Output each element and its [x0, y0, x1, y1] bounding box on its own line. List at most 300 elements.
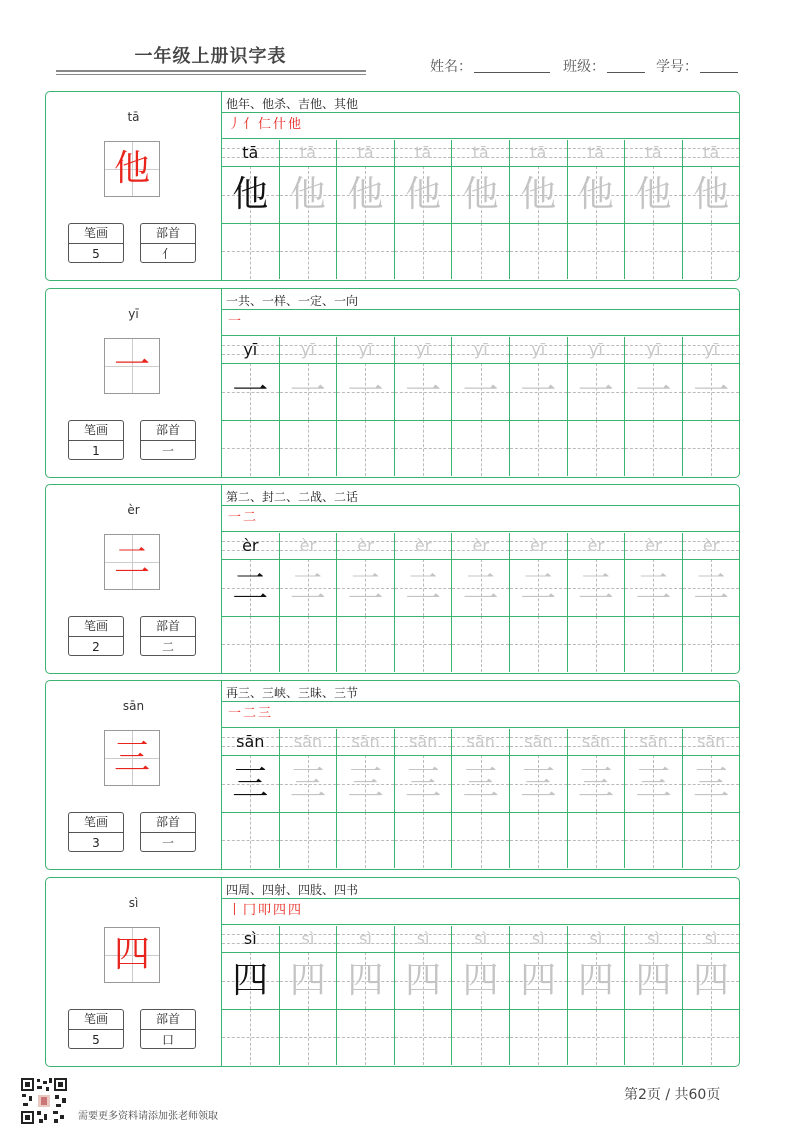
stroke-count-label: 笔画	[69, 421, 123, 441]
character-cell[interactable]	[222, 166, 280, 223]
pinyin-trace: sān	[351, 732, 380, 751]
character-cell[interactable]	[280, 755, 338, 812]
card-pinyin: yī	[128, 307, 139, 321]
character-card	[45, 91, 740, 281]
pinyin-cell[interactable]	[510, 140, 568, 166]
radical-value: 亻	[161, 247, 174, 261]
character-box	[104, 141, 160, 197]
character-cell[interactable]	[452, 952, 510, 1009]
radical-box	[140, 420, 196, 460]
character-trace: 三	[232, 763, 269, 804]
practice-area	[222, 681, 740, 869]
number-label: 学号：	[656, 59, 698, 75]
radical-box	[140, 1009, 196, 1049]
character-trace: 四	[462, 960, 499, 1001]
character-trace: 他	[347, 174, 384, 215]
character-cell[interactable]	[395, 755, 453, 812]
blank-practice-cell[interactable]	[683, 223, 740, 279]
character-box	[104, 927, 160, 983]
pinyin-trace: tā	[645, 143, 662, 162]
pinyin-trace: tā	[357, 143, 374, 162]
blank-practice-cell[interactable]	[395, 223, 453, 279]
pinyin-cell[interactable]	[510, 729, 568, 755]
character-trace: 一	[289, 371, 326, 412]
pinyin-cell[interactable]	[280, 140, 338, 166]
character-cell[interactable]	[452, 166, 510, 223]
character-trace: 他	[577, 174, 614, 215]
character-cell[interactable]	[510, 952, 568, 1009]
stroke-order: 一二	[228, 510, 259, 525]
card-character: 三	[113, 737, 150, 778]
character-trace: 一	[693, 371, 730, 412]
blank-practice-cell[interactable]	[625, 812, 683, 868]
blank-practice-cell[interactable]	[337, 1009, 395, 1065]
grid-line	[222, 559, 740, 560]
radical-box	[140, 616, 196, 656]
blank-practice-cell[interactable]	[452, 420, 510, 476]
blank-practice-cell[interactable]	[683, 420, 740, 476]
blank-practice-cell[interactable]	[510, 616, 568, 672]
character-cell[interactable]	[625, 559, 683, 616]
pinyin-cell[interactable]	[222, 140, 280, 166]
character-trace: 二	[232, 567, 269, 608]
pinyin-cell[interactable]	[222, 729, 280, 755]
number-field[interactable]	[656, 56, 738, 76]
character-trace: 二	[693, 567, 730, 608]
grid-line	[222, 420, 740, 421]
practice-grid	[222, 926, 740, 1066]
grid-line	[222, 812, 740, 813]
stroke-order: 丿亻仁什他	[228, 117, 304, 132]
pinyin-cell[interactable]	[280, 926, 338, 952]
pinyin-trace: yī	[531, 340, 546, 359]
footer-note: 需要更多资料请添加张老师领取	[78, 1111, 218, 1122]
radical-label: 部首	[141, 224, 195, 244]
pinyin-cell[interactable]	[568, 140, 626, 166]
pinyin-trace: sān	[408, 732, 438, 751]
character-cell[interactable]	[337, 559, 395, 616]
character-cell[interactable]	[683, 363, 740, 420]
character-trace: 四	[635, 960, 672, 1001]
title-underline	[56, 70, 366, 72]
pinyin-cell[interactable]	[280, 337, 338, 363]
blank-practice-cell[interactable]	[452, 1009, 510, 1065]
character-trace: 他	[635, 174, 672, 215]
pinyin-cell[interactable]	[280, 729, 338, 755]
example-words: 四周、四射、四肢、四书	[226, 883, 359, 897]
divider	[222, 701, 740, 702]
pinyin-trace: èr	[645, 536, 662, 555]
pinyin-cell[interactable]	[222, 337, 280, 363]
character-cell[interactable]	[683, 755, 740, 812]
divider	[222, 138, 740, 139]
blank-practice-cell[interactable]	[452, 223, 510, 279]
stroke-order: 丨冂叩四四	[228, 903, 304, 918]
pinyin-cell[interactable]	[683, 926, 740, 952]
character-trace: 一	[232, 371, 269, 412]
pinyin-trace: èr	[414, 536, 432, 555]
card-pinyin: tā	[127, 110, 140, 124]
pinyin-trace: sān	[696, 732, 726, 751]
blank-practice-cell[interactable]	[337, 616, 395, 672]
character-trace: 他	[289, 174, 326, 215]
name-blank[interactable]	[474, 58, 550, 73]
character-trace: 一	[577, 371, 614, 412]
blank-practice-cell[interactable]	[568, 616, 626, 672]
character-cell[interactable]	[510, 559, 568, 616]
card-pinyin: èr	[127, 503, 140, 517]
character-trace: 二	[462, 567, 499, 608]
pinyin-cell[interactable]	[683, 337, 740, 363]
stroke-order: 一	[228, 314, 244, 329]
stroke-count-box	[68, 223, 124, 263]
character-cell[interactable]	[280, 559, 338, 616]
character-trace: 他	[405, 174, 442, 215]
pinyin-trace: sì	[416, 929, 430, 948]
character-cell[interactable]	[222, 952, 280, 1009]
blank-practice-cell[interactable]	[280, 616, 338, 672]
pinyin-trace: sān	[236, 732, 265, 751]
pinyin-trace: èr	[530, 536, 547, 555]
character-trace: 一	[635, 371, 672, 412]
pinyin-cell[interactable]	[510, 533, 568, 559]
example-words: 第二、封二、二战、二话	[226, 490, 359, 504]
number-blank[interactable]	[700, 58, 738, 73]
pinyin-trace: tā	[472, 143, 489, 162]
name-label: 姓名：	[430, 59, 472, 75]
character-cell[interactable]	[510, 755, 568, 812]
stroke-count-value: 3	[92, 836, 100, 850]
blank-practice-cell[interactable]	[337, 812, 395, 868]
character-cell[interactable]	[280, 952, 338, 1009]
character-card	[45, 680, 740, 870]
character-cell[interactable]	[568, 755, 626, 812]
pinyin-cell[interactable]	[452, 337, 510, 363]
character-trace: 他	[232, 174, 269, 215]
character-trace: 二	[635, 567, 672, 608]
grid-line	[222, 616, 740, 617]
pinyin-trace: èr	[472, 536, 489, 555]
character-trace: 四	[347, 960, 384, 1001]
character-cell[interactable]	[568, 559, 626, 616]
radical-label: 部首	[141, 813, 195, 833]
character-cell[interactable]	[625, 755, 683, 812]
card-character: 二	[113, 541, 150, 582]
pinyin-cell[interactable]	[395, 533, 453, 559]
blank-practice-cell[interactable]	[683, 616, 740, 672]
character-box	[104, 730, 160, 786]
stroke-count-box	[68, 616, 124, 656]
pinyin-trace: yī	[473, 340, 488, 359]
character-trace: 四	[405, 960, 442, 1001]
character-cell[interactable]	[452, 559, 510, 616]
card-character: 四	[113, 934, 150, 975]
radical-value: 一	[161, 444, 174, 458]
grid-line	[222, 166, 740, 167]
blank-practice-cell[interactable]	[337, 223, 395, 279]
title-underline-thin	[56, 74, 366, 75]
character-trace: 他	[462, 174, 499, 215]
pinyin-cell[interactable]	[222, 926, 280, 952]
blank-practice-cell[interactable]	[625, 420, 683, 476]
character-cell[interactable]	[683, 166, 740, 223]
pinyin-trace: tā	[242, 143, 259, 162]
character-cell[interactable]	[568, 166, 626, 223]
character-trace: 他	[693, 174, 730, 215]
pinyin-trace: èr	[587, 536, 605, 555]
character-cell[interactable]	[395, 952, 453, 1009]
class-field[interactable]	[563, 56, 645, 76]
character-trace: 三	[520, 763, 557, 804]
pinyin-trace: tā	[703, 143, 720, 162]
character-trace: 三	[635, 763, 672, 804]
blank-practice-cell[interactable]	[625, 1009, 683, 1065]
character-trace: 四	[232, 960, 269, 1001]
name-field[interactable]	[430, 56, 550, 76]
pinyin-cell[interactable]	[280, 533, 338, 559]
pinyin-cell[interactable]	[683, 140, 740, 166]
character-cell[interactable]	[337, 166, 395, 223]
class-blank[interactable]	[607, 58, 645, 73]
pinyin-cell[interactable]	[452, 140, 510, 166]
pinyin-cell[interactable]	[452, 729, 510, 755]
pinyin-trace: èr	[299, 536, 317, 555]
character-trace: 四	[693, 960, 730, 1001]
stroke-count-label: 笔画	[69, 1010, 123, 1030]
grid-line	[222, 363, 740, 364]
radical-value: 一	[161, 836, 174, 850]
pinyin-cell[interactable]	[510, 926, 568, 952]
grid-line	[222, 1009, 740, 1010]
divider	[222, 505, 740, 506]
divider	[222, 727, 740, 728]
radical-label: 部首	[141, 1010, 195, 1030]
stroke-count-value: 1	[92, 444, 100, 458]
pinyin-trace: sān	[524, 732, 553, 751]
blank-practice-cell[interactable]	[280, 420, 338, 476]
character-box	[104, 534, 160, 590]
pinyin-trace: sān	[581, 732, 611, 751]
pinyin-cell[interactable]	[452, 926, 510, 952]
card-pinyin: sān	[122, 699, 145, 713]
character-trace: 二	[405, 567, 442, 608]
card-summary	[46, 289, 222, 477]
pinyin-cell[interactable]	[395, 337, 453, 363]
character-trace: 三	[462, 763, 499, 804]
character-trace: 二	[520, 567, 557, 608]
grid-line	[222, 952, 740, 953]
stroke-count-box	[68, 812, 124, 852]
blank-practice-cell[interactable]	[683, 1009, 740, 1065]
character-trace: 二	[289, 567, 326, 608]
blank-practice-cell[interactable]	[452, 616, 510, 672]
blank-practice-cell[interactable]	[395, 420, 453, 476]
character-cell[interactable]	[683, 559, 740, 616]
pinyin-cell[interactable]	[395, 140, 453, 166]
character-card	[45, 288, 740, 478]
character-card	[45, 484, 740, 674]
blank-practice-cell[interactable]	[625, 616, 683, 672]
pinyin-cell[interactable]	[337, 337, 395, 363]
example-words: 再三、三峡、三昧、三节	[226, 686, 359, 700]
class-label: 班级：	[563, 59, 605, 75]
blank-practice-cell[interactable]	[222, 1009, 280, 1065]
blank-practice-cell[interactable]	[280, 223, 338, 279]
pinyin-cell[interactable]	[683, 729, 740, 755]
blank-practice-cell[interactable]	[222, 812, 280, 868]
character-cell[interactable]	[625, 363, 683, 420]
card-summary	[46, 681, 222, 869]
pinyin-trace: yī	[416, 340, 431, 359]
blank-practice-cell[interactable]	[395, 1009, 453, 1065]
pinyin-cell[interactable]	[337, 140, 395, 166]
blank-practice-cell[interactable]	[395, 616, 453, 672]
pinyin-cell[interactable]	[337, 729, 395, 755]
pinyin-cell[interactable]	[222, 533, 280, 559]
character-cell[interactable]	[510, 363, 568, 420]
character-cell[interactable]	[395, 559, 453, 616]
pinyin-trace: èr	[242, 536, 259, 555]
stroke-count-label: 笔画	[69, 813, 123, 833]
character-trace: 四	[577, 960, 614, 1001]
stroke-count-label: 笔画	[69, 224, 123, 244]
character-cell[interactable]	[568, 952, 626, 1009]
blank-practice-cell[interactable]	[280, 812, 338, 868]
grid-line	[222, 223, 740, 224]
pinyin-cell[interactable]	[625, 140, 683, 166]
character-cell[interactable]	[280, 363, 338, 420]
character-trace: 他	[520, 174, 557, 215]
character-cell[interactable]	[625, 166, 683, 223]
blank-practice-cell[interactable]	[280, 1009, 338, 1065]
character-cell[interactable]	[395, 363, 453, 420]
stroke-count-value: 2	[92, 640, 100, 654]
practice-area	[222, 289, 740, 477]
pinyin-cell[interactable]	[625, 729, 683, 755]
character-trace: 三	[289, 763, 326, 804]
blank-practice-cell[interactable]	[510, 420, 568, 476]
character-cell[interactable]	[337, 952, 395, 1009]
character-cell[interactable]	[337, 755, 395, 812]
character-cell[interactable]	[452, 755, 510, 812]
pinyin-trace: yī	[300, 340, 315, 359]
radical-box	[140, 812, 196, 852]
practice-grid	[222, 533, 740, 673]
blank-practice-cell[interactable]	[222, 223, 280, 279]
character-cell[interactable]	[222, 559, 280, 616]
character-cell[interactable]	[683, 952, 740, 1009]
stroke-count-value: 5	[92, 247, 100, 261]
character-trace: 二	[577, 567, 614, 608]
blank-practice-cell[interactable]	[222, 420, 280, 476]
page-title: 一年级上册识字表	[134, 46, 287, 67]
character-trace: 三	[577, 763, 614, 804]
blank-practice-cell[interactable]	[568, 223, 626, 279]
character-cell[interactable]	[625, 952, 683, 1009]
character-cell[interactable]	[222, 755, 280, 812]
practice-grid	[222, 337, 740, 477]
character-box	[104, 338, 160, 394]
pinyin-cell[interactable]	[510, 337, 568, 363]
pinyin-trace: tā	[415, 143, 432, 162]
card-summary	[46, 485, 222, 673]
pinyin-cell[interactable]	[395, 729, 453, 755]
pinyin-trace: sì	[243, 929, 257, 948]
blank-practice-cell[interactable]	[510, 223, 568, 279]
blank-practice-cell[interactable]	[510, 1009, 568, 1065]
pinyin-cell[interactable]	[625, 926, 683, 952]
practice-grid	[222, 140, 740, 280]
card-summary	[46, 92, 222, 280]
character-cell[interactable]	[280, 166, 338, 223]
stroke-count-label: 笔画	[69, 617, 123, 637]
character-trace: 二	[347, 567, 384, 608]
character-card	[45, 877, 740, 1067]
character-cell[interactable]	[510, 166, 568, 223]
pinyin-trace: sān	[293, 732, 323, 751]
qr-code	[20, 1077, 68, 1125]
pinyin-cell[interactable]	[683, 533, 740, 559]
radical-value: 口	[161, 1033, 174, 1047]
pinyin-trace: sān	[639, 732, 668, 751]
grid-line	[222, 755, 740, 756]
practice-area	[222, 878, 740, 1066]
pinyin-cell[interactable]	[568, 337, 626, 363]
blank-practice-cell[interactable]	[568, 1009, 626, 1065]
pinyin-cell[interactable]	[452, 533, 510, 559]
blank-practice-cell[interactable]	[395, 812, 453, 868]
blank-practice-cell[interactable]	[452, 812, 510, 868]
pinyin-trace: tā	[299, 143, 316, 162]
pinyin-trace: yī	[646, 340, 661, 359]
character-trace: 一	[405, 371, 442, 412]
stroke-order: 一二三	[228, 706, 274, 721]
pinyin-cell[interactable]	[568, 926, 626, 952]
example-words: 一共、一样、一定、一向	[226, 294, 359, 308]
practice-area	[222, 92, 740, 280]
character-cell[interactable]	[222, 363, 280, 420]
page-header	[0, 0, 800, 90]
blank-practice-cell[interactable]	[222, 616, 280, 672]
pinyin-trace: sì	[589, 929, 603, 948]
blank-practice-cell[interactable]	[625, 223, 683, 279]
divider	[222, 309, 740, 310]
pinyin-cell[interactable]	[337, 533, 395, 559]
pinyin-cell[interactable]	[568, 729, 626, 755]
blank-practice-cell[interactable]	[510, 812, 568, 868]
pinyin-cell[interactable]	[395, 926, 453, 952]
blank-practice-cell[interactable]	[568, 812, 626, 868]
character-cell[interactable]	[568, 363, 626, 420]
divider	[222, 924, 740, 925]
practice-grid	[222, 729, 740, 869]
card-character: 一	[113, 345, 150, 386]
blank-practice-cell[interactable]	[337, 420, 395, 476]
blank-practice-cell[interactable]	[568, 420, 626, 476]
pinyin-cell[interactable]	[625, 337, 683, 363]
character-trace: 三	[405, 763, 442, 804]
blank-practice-cell[interactable]	[683, 812, 740, 868]
character-cell[interactable]	[395, 166, 453, 223]
pinyin-cell[interactable]	[337, 926, 395, 952]
pinyin-cell[interactable]	[568, 533, 626, 559]
pinyin-cell[interactable]	[625, 533, 683, 559]
pinyin-trace: yī	[243, 340, 258, 359]
character-cell[interactable]	[452, 363, 510, 420]
pinyin-trace: sì	[647, 929, 660, 948]
pinyin-trace: tā	[587, 143, 604, 162]
character-cell[interactable]	[337, 363, 395, 420]
